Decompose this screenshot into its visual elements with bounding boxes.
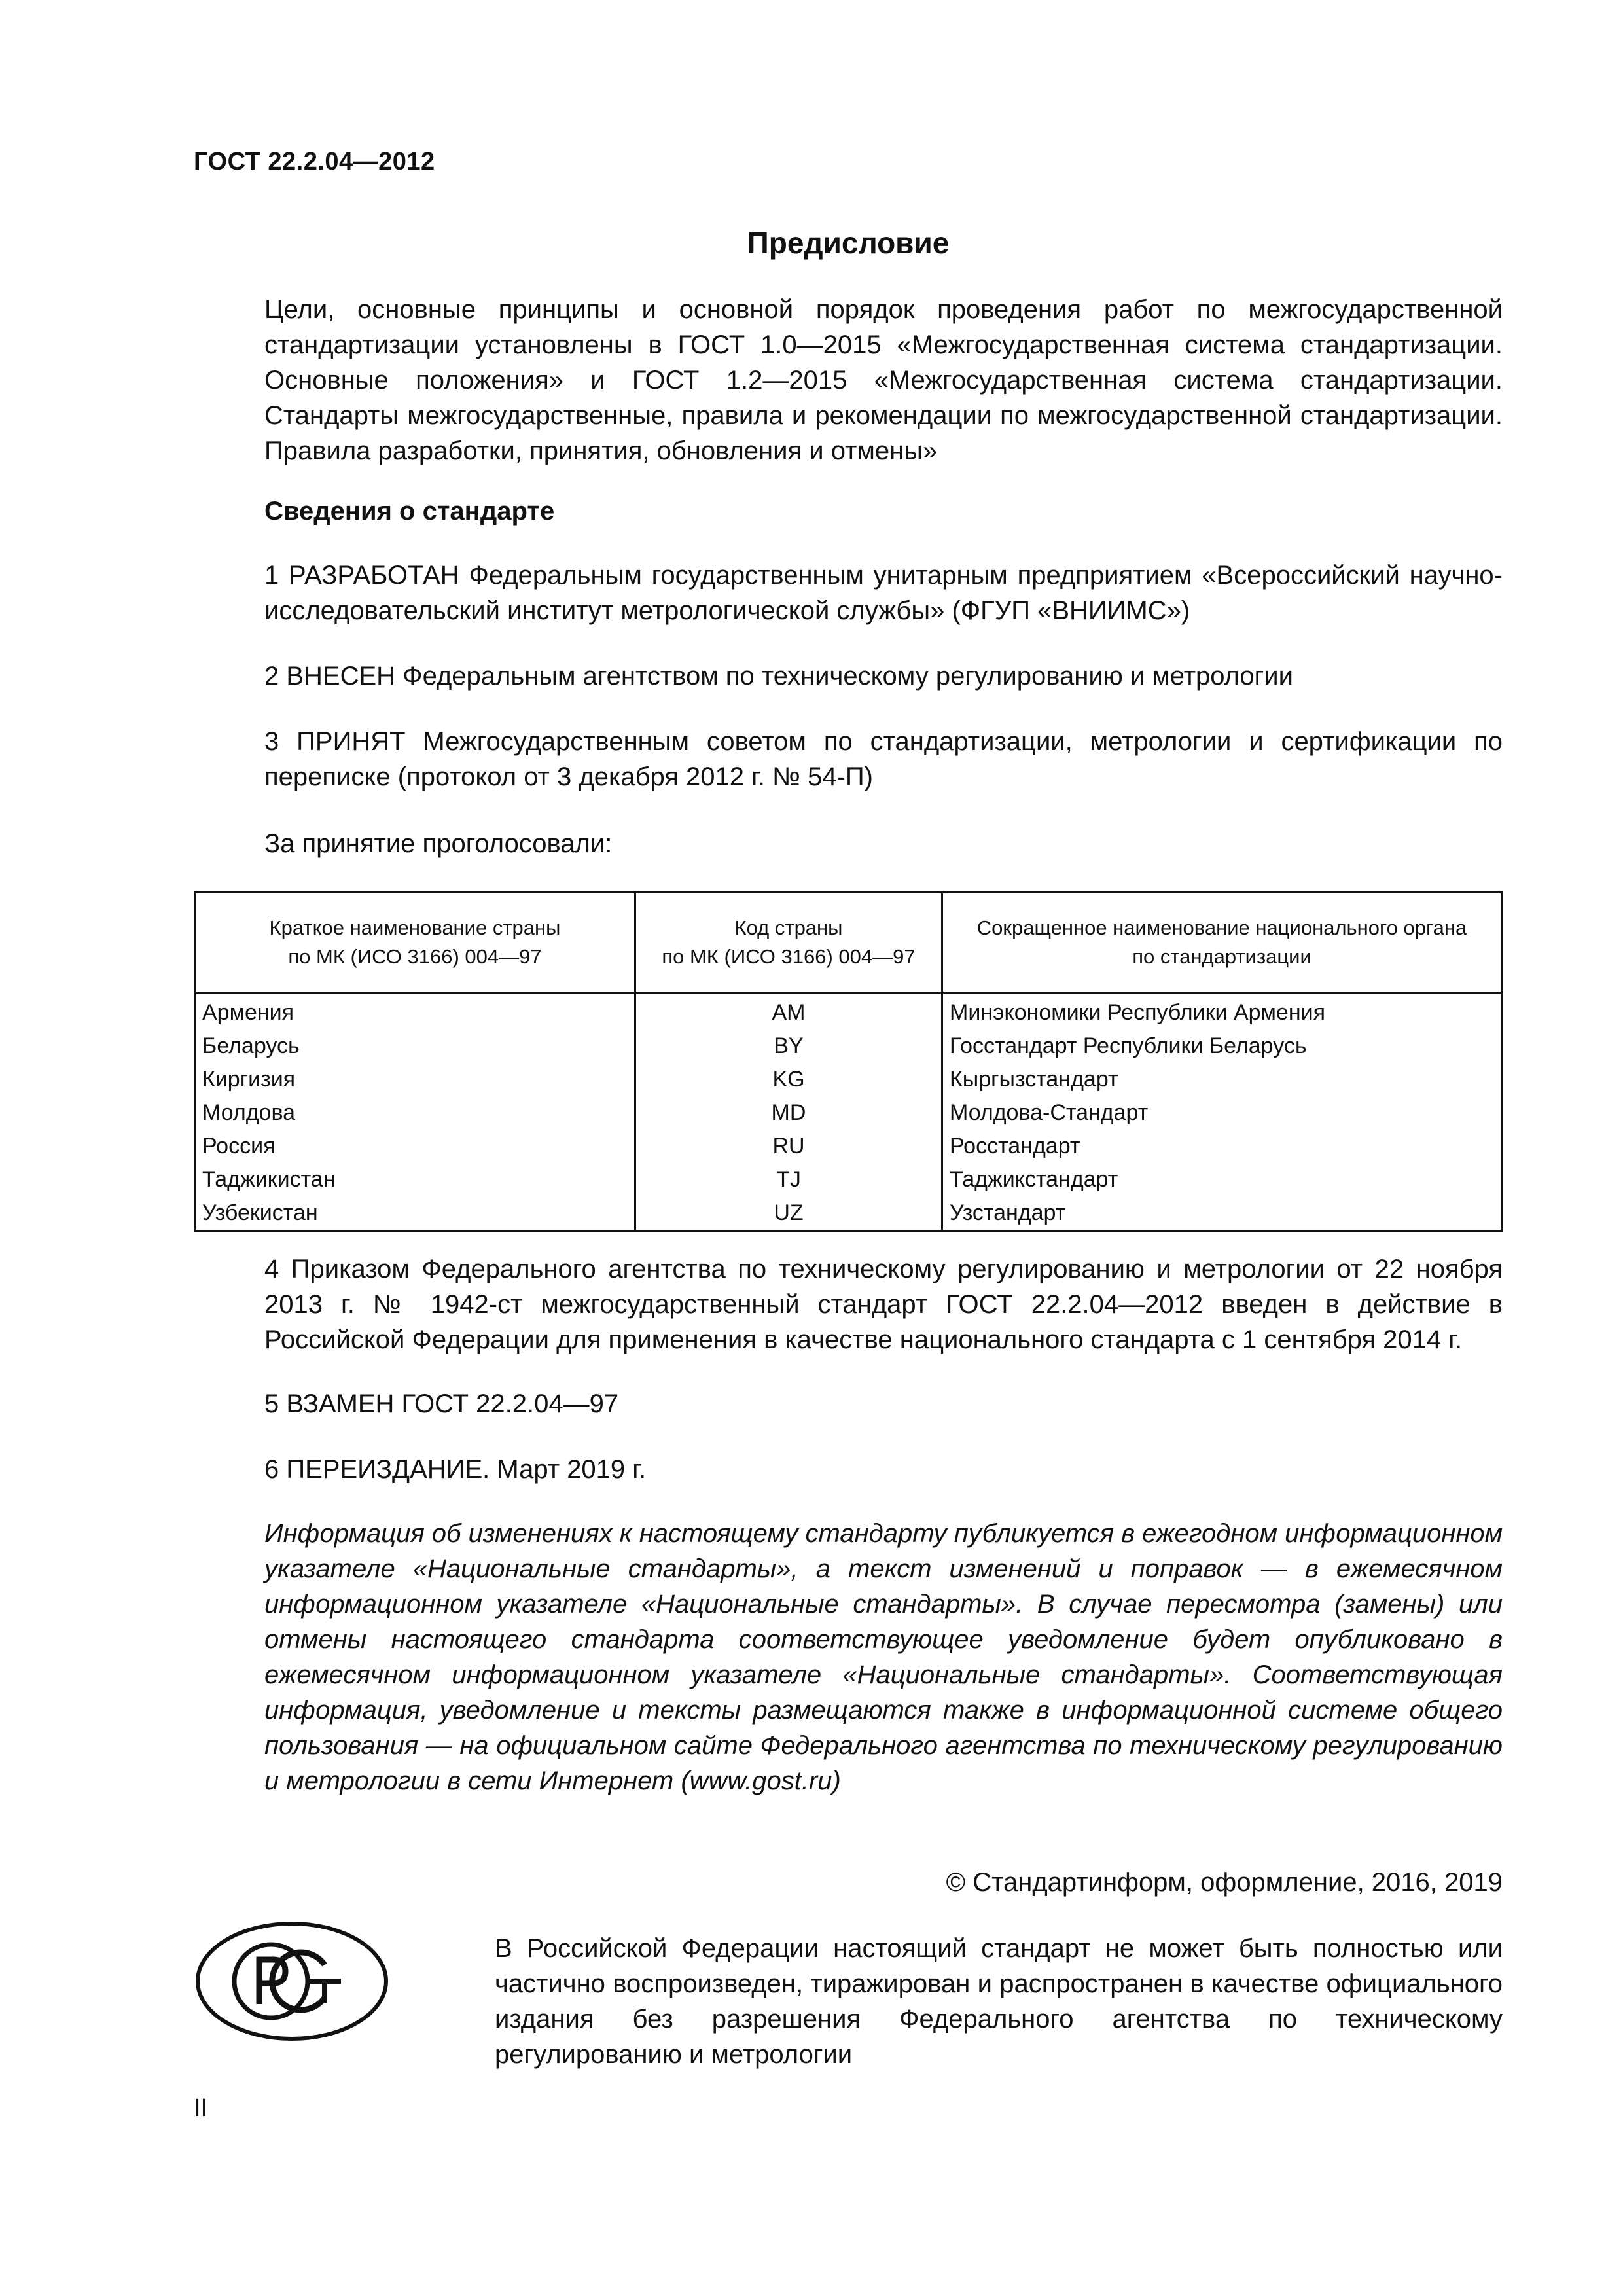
info-note: [194, 1516, 1503, 1799]
national-body: Росстандарт: [942, 1130, 1502, 1163]
country-name: Армения: [195, 993, 635, 1030]
item-developed-text: 1 РАЗРАБОТАН Федеральным государственным унитарным предприятием «Всероссийский научно-исследовательский институт метрологической службы» (ФГУП «ВНИИМС»): [264, 561, 1503, 625]
country-code: UZ: [635, 1196, 942, 1231]
country-name: Узбекистан: [195, 1196, 635, 1231]
intro-paragraph: [194, 292, 1503, 469]
item-developed: [194, 558, 1503, 628]
section-title: Сведения о стандарте: [264, 497, 555, 526]
page-number: II: [194, 2094, 208, 2122]
item-order-text: 4 Приказом Федерального агентства по техническому регулированию и метрологии от 22 ноября 2013 г. № 1942-ст межгосударственный стандарт ГОСТ 22.2.04—2012 введен в действие в Российской Федерации для применения в качестве национального стандарта с 1 сентября 2014 г.: [264, 1255, 1503, 1354]
rst-logo-icon: [194, 1919, 390, 2043]
national-body: Узстандарт: [942, 1196, 1502, 1231]
table-row: [195, 1030, 1502, 1063]
reproduction-notice: [424, 1931, 1503, 2072]
country-code: TJ: [635, 1163, 942, 1196]
national-body: Минэкономики Республики Армения: [942, 993, 1502, 1030]
country-code: AM: [635, 993, 942, 1030]
document-page: [194, 0, 1503, 2296]
item-replaces: 5 ВЗАМЕН ГОСТ 22.2.04—97: [264, 1390, 619, 1418]
item-adopted: [194, 724, 1503, 795]
header-national-body: Сокращенное наименование национального органа по стандартизации: [942, 893, 1502, 993]
table-row: [195, 1163, 1502, 1196]
country-name: Таджикистан: [195, 1163, 635, 1196]
header-country-code: Код страны по МК (ИСО 3166) 004—97: [635, 893, 942, 993]
voted-label: За принятие проголосовали:: [264, 829, 613, 858]
country-code: BY: [635, 1030, 942, 1063]
country-name: Россия: [195, 1130, 635, 1163]
country-name: Беларусь: [195, 1030, 635, 1063]
country-name: Киргизия: [195, 1063, 635, 1096]
header-country-name: Краткое наименование страны по МК (ИСО 3166) 004—97: [195, 893, 635, 993]
table-row: [195, 993, 1502, 1030]
national-body: Молдова-Стандарт: [942, 1096, 1502, 1130]
item-adopted-text: 3 ПРИНЯТ Межгосударственным советом по стандартизации, метрологии и сертификации по переписке (протокол от 3 декабря 2012 г. № 54-П): [264, 727, 1503, 791]
page-title: Предисловие: [747, 226, 950, 260]
country-name: Молдова: [195, 1096, 635, 1130]
country-code: RU: [635, 1130, 942, 1163]
item-introduced: 2 ВНЕСЕН Федеральным агентством по техническому регулированию и метрологии: [264, 662, 1293, 691]
copyright-line: © Стандартинформ, оформление, 2016, 2019: [946, 1868, 1503, 1897]
table-row: [195, 1063, 1502, 1096]
national-body: Госстандарт Республики Беларусь: [942, 1030, 1502, 1063]
table-row: [195, 1130, 1502, 1163]
item-reissue: 6 ПЕРЕИЗДАНИЕ. Март 2019 г.: [264, 1455, 647, 1484]
voting-table: [194, 891, 1503, 1232]
national-body: Кыргызстандарт: [942, 1063, 1502, 1096]
item-order: [194, 1251, 1503, 1357]
document-code: ГОСТ 22.2.04—2012: [194, 148, 435, 175]
table-header-row: [195, 893, 1502, 993]
table-row: [195, 1096, 1502, 1130]
national-body: Таджикстандарт: [942, 1163, 1502, 1196]
reproduction-notice-text: В Российской Федерации настоящий стандарт не может быть полностью или частично воспроизведен, тиражирован и распространен в качестве официального издания без разрешения Федерального агентства по техническому регулированию и метрологии: [495, 1934, 1503, 2069]
table-row: [195, 1196, 1502, 1231]
country-code: KG: [635, 1063, 942, 1096]
info-note-text: Информация об изменениях к настоящему стандарту публикуется в ежегодном информационном указателе «Национальные стандарты», а текст изменений и поправок — в ежемесячном информационном указателе «Национальные стандарты». В случае пересмотра (замены) или отмены настоящего стандарта соответствующее уведомление будет опубликовано в ежемесячном информационном указателе «Национальные стандарты». Соответствующая информация, уведомление и тексты размещаются также в информационной системе общего пользования — на официальном сайте Федерального агентства по техническому регулированию и метрологии в сети Интернет (www.gost.ru): [264, 1519, 1503, 1795]
country-code: MD: [635, 1096, 942, 1130]
intro-text: Цели, основные принципы и основной порядок проведения работ по межгосударственной стандартизации установлены в ГОСТ 1.0—2015 «Межгосударственная система стандартизации. Основные положения» и ГОСТ 1.2—2015 «Межгосударственная система стандартизации. Стандарты межгосударственные, правила и рекомендации по межгосударственной стандартизации. Правила разработки, принятия, обновления и отмены»: [264, 295, 1503, 465]
